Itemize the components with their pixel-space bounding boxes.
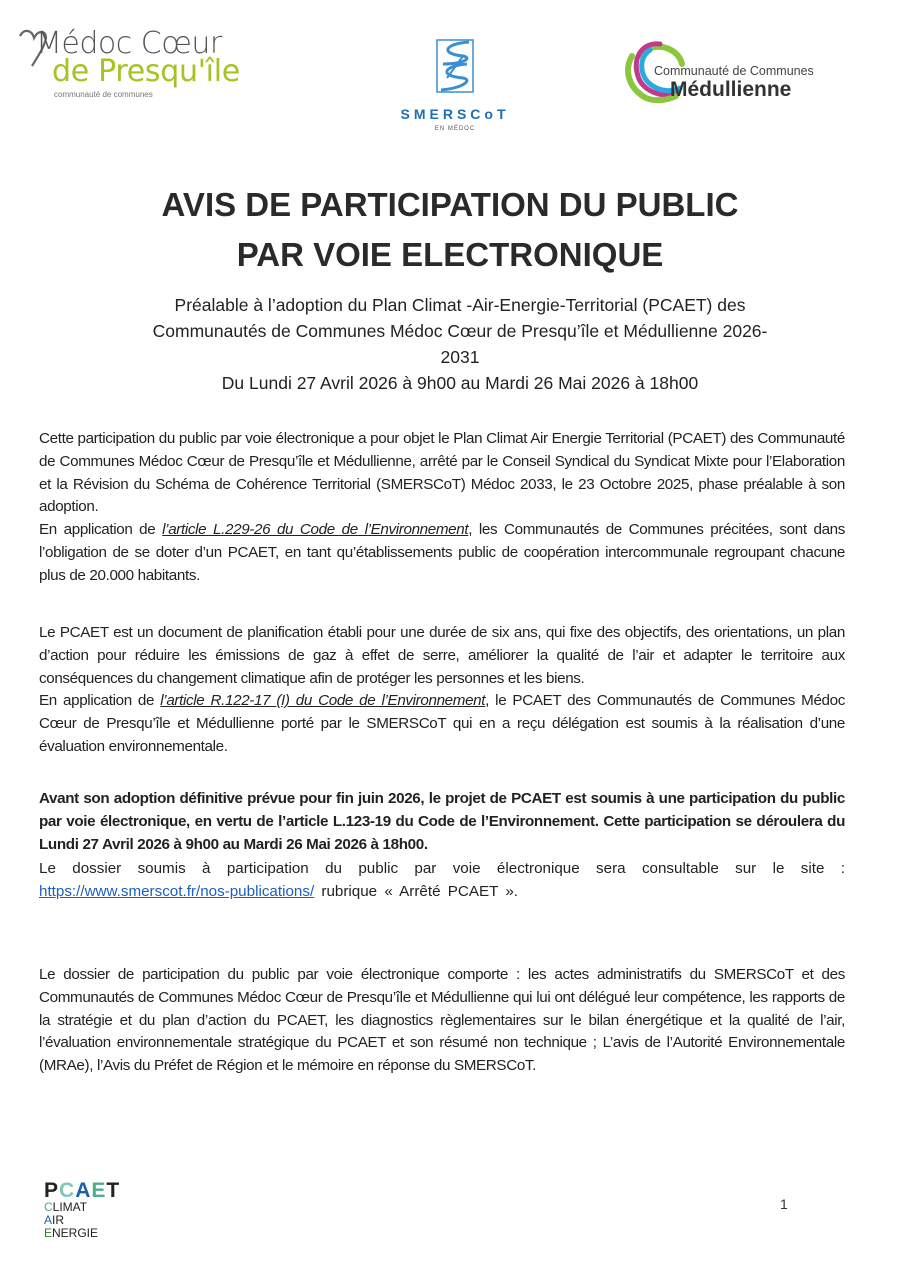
- page-number: 1: [780, 1196, 788, 1212]
- paragraph-consultation: [39, 858, 845, 904]
- paragraph-text: [39, 519, 845, 587]
- publications-link[interactable]: https://www.smerscot.fr/nos-publications/: [39, 882, 315, 900]
- logo-line3: communauté de communes: [54, 90, 153, 99]
- paragraph-text: [39, 858, 845, 904]
- medullienne-line1: Communauté de Communes: [654, 64, 814, 78]
- medullienne-logo: [620, 36, 860, 106]
- paragraph-text: Cette participation du public par voie électronique a pour objet le Plan Climat Air Energie Territorial (PCAET) des Communauté de Communes Médoc Cœur de Presqu’île et Médullienne, arrêté par le Conseil Syndical du Syndicat Mixte pour l’Elaboration et la Révision du Schéma de Cohérence Territorial (SMERSCoT) Médoc 2033, le 23 Octobre 2025, phase préalable à son adoption.: [39, 430, 845, 516]
- smerscot-emblem-icon: [433, 34, 477, 98]
- paragraph-text: Avant son adoption définitive prévue pour fin juin 2026, le projet de PCAET est soumis à une participation du public par voie électronique, en vertu de l’article L.123-19 du Code de l’Environnement. Cette participation se déroulera du Lundi 27 Avril 2026 à 9h00 au Mardi 26 Mai 2026 à 18h00.: [39, 790, 845, 853]
- text: Le dossier soumis à participation du public par voie électronique sera consultable sur le site :: [39, 860, 845, 877]
- paragraph-purpose: [39, 428, 845, 588]
- paragraph-text: Le PCAET est un document de planification établi pour une durée de six ans, qui fixe des objectifs, des orientations, un plan d’action pour réduire les émissions de gaz à effet de serre, améliorer la qualité de l’air et adapter le territoire aux conséquences du changement climatique afin de protéger les personnes et les biens.: [39, 624, 845, 687]
- letter: E: [44, 1226, 53, 1240]
- paragraph-definition: [39, 622, 845, 759]
- subtitle-line1: Préalable à l’adoption du Plan Climat -Air-Energie-Territorial (PCAET) des: [174, 295, 746, 315]
- paragraph-text: [39, 690, 845, 758]
- subtitle-line2: Communautés de Communes Médoc Cœur de Presqu’île et Médullienne 2026-: [152, 321, 768, 341]
- text: , les Communautés de Communes précitées, sont dans l’obligation de se doter d’un PCAET, en tant qu’établissements public de coopération intercommunale regroupant chacune plus de 20.000 habitants.: [39, 521, 846, 584]
- pcaet-energie: [44, 1227, 144, 1240]
- letter: A: [75, 1179, 92, 1202]
- smerscot-logo: [395, 34, 515, 130]
- text: rubrique « Arrêté PCAET ».: [314, 882, 518, 900]
- text: IR: [52, 1213, 65, 1227]
- letter: T: [106, 1179, 121, 1202]
- subtitle-line3: 2031: [440, 347, 480, 367]
- letter: E: [91, 1179, 107, 1202]
- page-title-line1: AVIS DE PARTICIPATION DU PUBLIC: [161, 186, 739, 223]
- page-title-line2: PAR VOIE ELECTRONIQUE: [236, 236, 664, 273]
- text: En application de: [39, 521, 163, 539]
- logo-line1: Médoc Cœur: [36, 26, 222, 61]
- letter: A: [44, 1213, 53, 1227]
- letter: C: [59, 1179, 76, 1202]
- subtitle: [150, 292, 770, 396]
- smerscot-sub: EN MÉDOC: [434, 126, 476, 132]
- text: En application de: [39, 692, 161, 710]
- smerscot-name: SMERSCoT: [400, 106, 510, 122]
- paragraph-dossier-contents: [39, 964, 845, 1078]
- pcaet-wordmark: [44, 1180, 144, 1201]
- subtitle-dates: Du Lundi 27 Avril 2026 à 9h00 au Mardi 26 Mai 2026 à 18h00: [221, 373, 699, 393]
- pcaet-logo: [44, 1180, 144, 1250]
- paragraph-text: Le dossier de participation du public par voie électronique comporte : les actes administratifs du SMERSCoT et des Communautés de Communes Médoc Cœur de Presqu’île et Médullienne qui lui ont délégué leur compétence, les rapports de la stratégie et du plan d’action du PCAET, les diagnostics règlementaires sur le bilan énergétique et la qualité de l’air, l’évaluation environnementale stratégique du PCAET et son résumé non technique ; L’avis de l’Autorité Environnementale (MRAe), l’Avis du Préfet de Région et le mémoire en réponse du SMERSCoT.: [39, 966, 845, 1075]
- letter: C: [44, 1200, 53, 1214]
- medoc-coeur-presquile-logo: [18, 26, 258, 106]
- legal-citation-link[interactable]: l’article L.229-26 du Code de l’Environnement: [162, 521, 469, 539]
- text: , le PCAET des Communautés de Communes Médoc Cœur de Presqu’île et Médullienne porté par le SMERSCoT qui en a reçu délégation est soumis à la réalisation d’une évaluation environnementale.: [39, 692, 845, 755]
- text: LIMAT: [52, 1200, 88, 1214]
- medullienne-line2: Médullienne: [670, 78, 792, 101]
- logo-line2: de Presqu'île: [52, 54, 240, 89]
- legal-citation-link[interactable]: l’article R.122-17 (I) du Code de l’Environnement: [160, 692, 486, 710]
- paragraph-schedule-bold: [39, 788, 845, 856]
- letter: P: [44, 1179, 60, 1202]
- text: NERGIE: [52, 1226, 99, 1240]
